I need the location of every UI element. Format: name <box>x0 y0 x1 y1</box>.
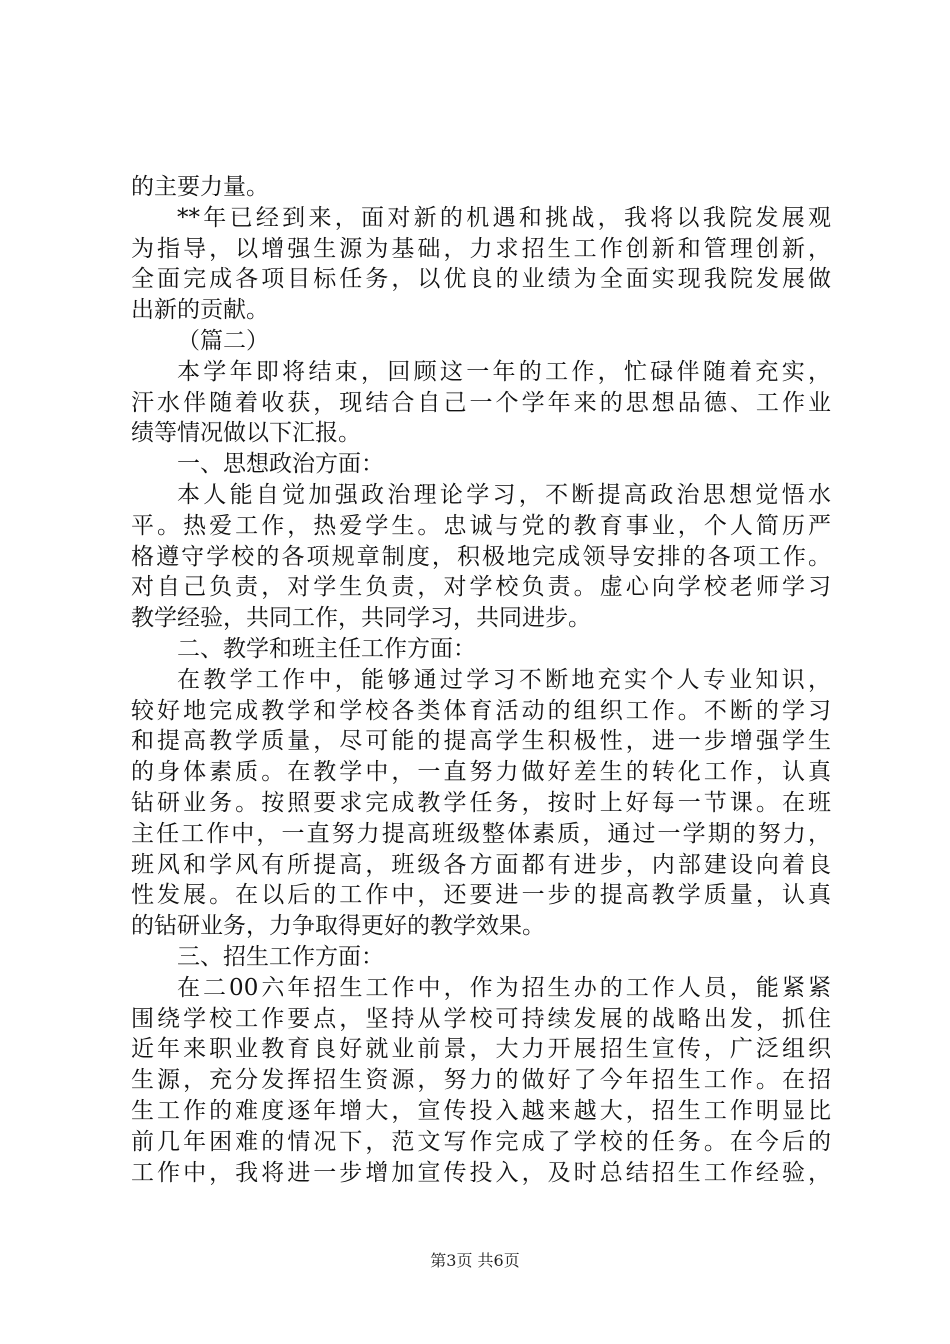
text-line: 本学年即将结束，回顾这一年的工作，忙碌伴随着充实， <box>177 358 831 385</box>
section-heading: （篇二） <box>177 327 269 354</box>
text-line: 生源，充分发挥招生资源，努力的做好了今年招生工作。在招 <box>131 1067 831 1094</box>
text-line: 和提高教学质量，尽可能的提高学生积极性，进一步增强学生 <box>131 728 831 755</box>
text-line: 对自己负责，对学生负责，对学校负责。虚心向学校老师学习 <box>131 574 831 601</box>
text-line: 在教学工作中，能够通过学习不断地充实个人专业知识， <box>177 666 831 693</box>
text-line: 绩等情况做以下汇报。 <box>131 420 361 447</box>
page-number-footer: 第3页 共6页 <box>430 1251 520 1270</box>
section-heading: 一、思想政治方面： <box>177 451 384 478</box>
text-line: 格遵守学校的各项规章制度，积极地完成领导安排的各项工作。 <box>131 543 831 570</box>
text-line: **年已经到来，面对新的机遇和挑战，我将以我院发展观 <box>177 204 831 231</box>
document-body <box>131 172 831 1188</box>
text-line: 钻研业务。按照要求完成教学任务，按时上好每一节课。在班 <box>131 789 831 816</box>
text-line: 的钻研业务，力争取得更好的教学效果。 <box>131 913 545 940</box>
text-line: 平。热爱工作，热爱学生。忠诚与党的教育事业，个人简历严 <box>131 512 831 539</box>
text-line: 出新的贡献。 <box>131 297 269 324</box>
text-line: 在二00六年招生工作中，作为招生办的工作人员，能紧紧 <box>177 974 831 1001</box>
text-line: 全面完成各项目标任务，以优良的业绩为全面实现我院发展做 <box>131 266 831 293</box>
text-line: 工作中，我将进一步增加宣传投入，及时总结招生工作经验， <box>131 1159 831 1186</box>
text-line: 本人能自觉加强政治理论学习，不断提高政治思想觉悟水 <box>177 481 831 508</box>
text-line: 主任工作中，一直努力提高班级整体素质，通过一学期的努力， <box>131 820 831 847</box>
text-line: 教学经验，共同工作，共同学习，共同进步。 <box>131 605 591 632</box>
text-line: 为指导，以增强生源为基础，力求招生工作创新和管理创新， <box>131 235 831 262</box>
text-line: 班风和学风有所提高，班级各方面都有进步，内部建设向着良 <box>131 851 831 878</box>
text-line: 较好地完成教学和学校各类体育活动的组织工作。不断的学习 <box>131 697 831 724</box>
text-line: 的身体素质。在教学中，一直努力做好差生的转化工作，认真 <box>131 759 831 786</box>
text-line: 围绕学校工作要点，坚持从学校可持续发展的战略出发，抓住 <box>131 1005 831 1032</box>
text-line: 汗水伴随着收获，现结合自己一个学年来的思想品德、工作业 <box>131 389 831 416</box>
text-line: 生工作的难度逐年增大，宣传投入越来越大，招生工作明显比 <box>131 1097 831 1124</box>
text-line: 的主要力量。 <box>131 174 269 200</box>
section-heading: 二、教学和班主任工作方面： <box>177 635 476 662</box>
section-heading: 三、招生工作方面： <box>177 943 384 970</box>
text-line: 性发展。在以后的工作中，还要进一步的提高教学质量，认真 <box>131 882 831 909</box>
text-line: 近年来职业教育良好就业前景，大力开展招生宣传，广泛组织 <box>131 1036 831 1063</box>
text-line: 前几年困难的情况下，范文写作完成了学校的任务。在今后的 <box>131 1128 831 1155</box>
